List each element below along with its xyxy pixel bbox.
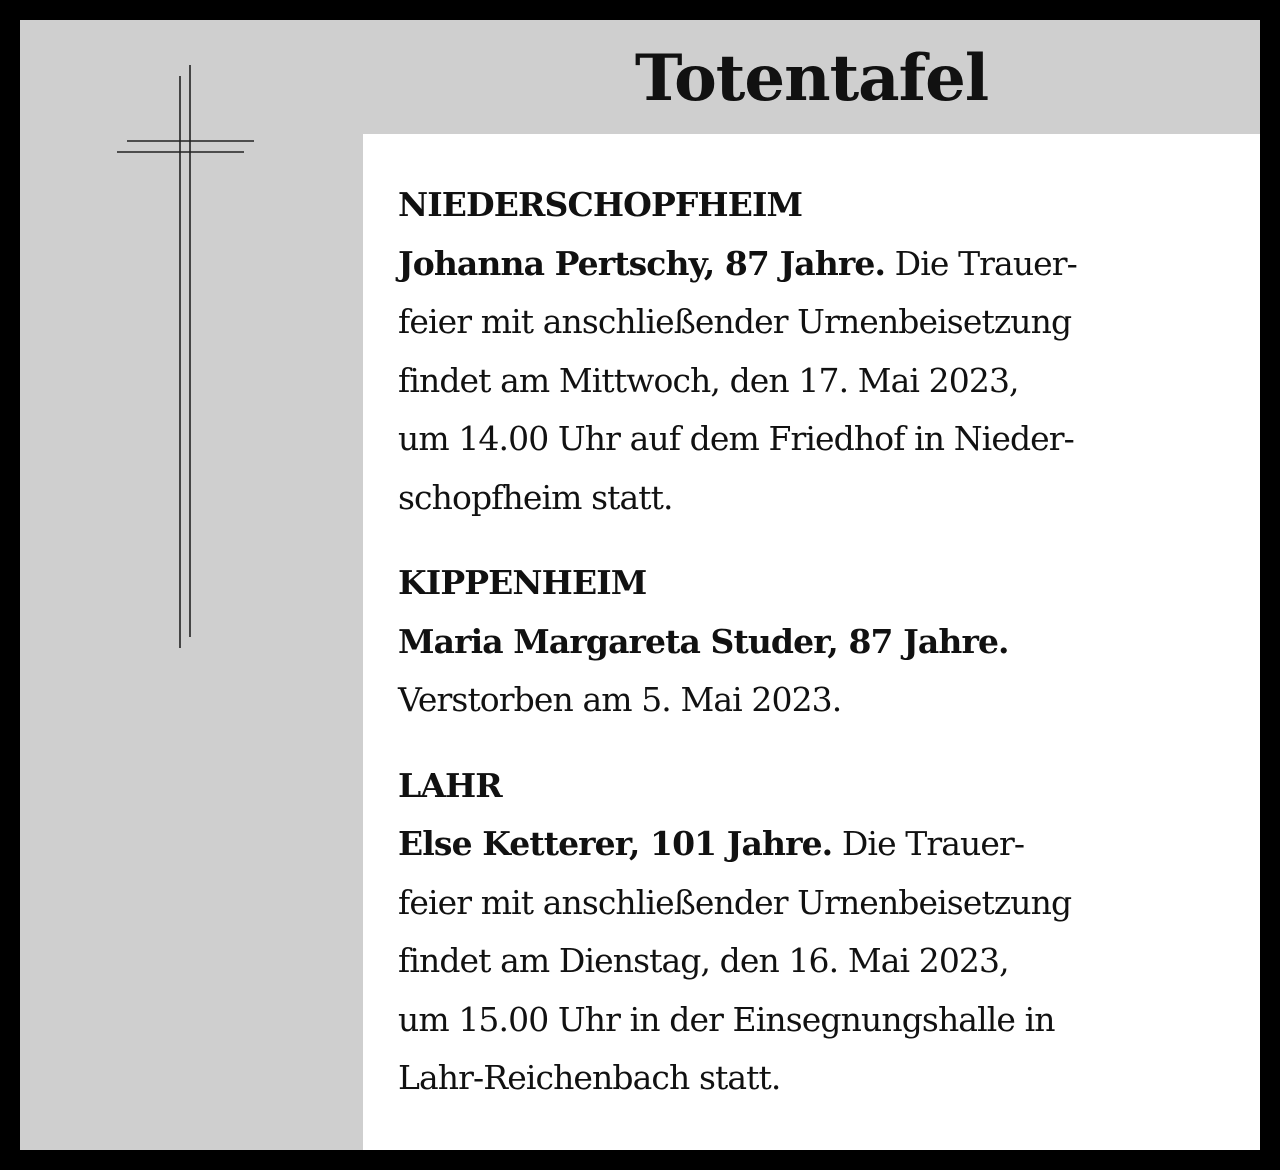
entry-notice [398,235,1233,528]
entry-text: Die Trauer- feier mit anschließender Urnenbeisetzung findet am Mittwoch, den 17. Mai 2023, um 14.00 Uhr auf dem Friedhof in Nieder- schopfheim statt. [398,243,1077,517]
entry-notice [398,613,1233,730]
entry-lahr [398,757,1233,1108]
page-title: Totentafel [634,41,989,116]
entry-text: Verstorben am 5. Mai 2023. [398,680,842,719]
entry-notice [398,815,1233,1108]
entry-name: Maria Margareta Studer, 87 Jahre. [398,621,1009,661]
notice-panel [20,20,1260,1150]
content-area [363,134,1260,1150]
entry-name: Else Ketterer, 101 Jahre. [398,824,833,863]
entry-niederschopfheim [398,176,1233,527]
cross-icon [20,20,363,680]
entry-place: KIPPENHEIM [398,563,647,602]
entry-kippenheim [398,554,1233,730]
entry-place: NIEDERSCHOPFHEIM [398,185,803,224]
entry-list [398,176,1233,1108]
entry-place: LAHR [398,765,502,805]
entry-text: Die Trauer- feier mit anschließender Urnenbeisetzung findet am Dienstag, den 16. Mai 2023, um 15.00 Uhr in der Einsegnungshalle in Lahr-Reichenbach statt. [398,824,1072,1097]
entry-name: Johanna Pertschy, 87 Jahre. [398,243,886,283]
